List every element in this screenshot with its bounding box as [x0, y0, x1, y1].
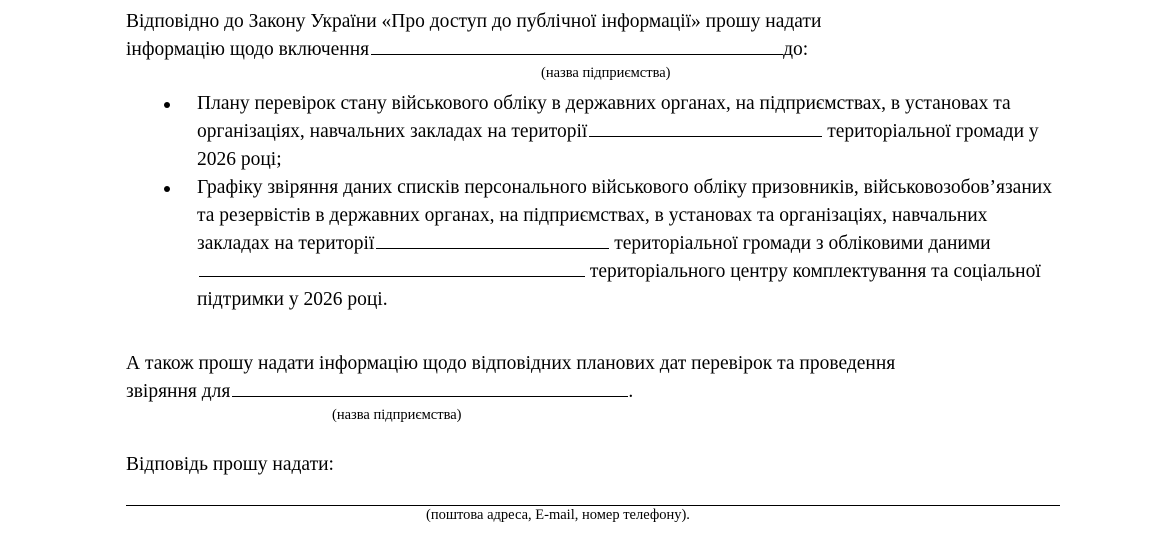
- bullet-dot-icon: [164, 90, 172, 118]
- company-name-caption-1: (назва підприємства): [541, 65, 671, 81]
- bullet-1-text-part-2: територіальної громади у 2026 році;: [197, 121, 1039, 170]
- list-item: [126, 90, 1060, 174]
- company-name-blank-2[interactable]: [232, 378, 628, 397]
- intro-line-2-text-after: до:: [783, 39, 809, 60]
- bullet-2-text-part-3: територіального центру комплектування та соціальної підтримки у 2026 році.: [197, 261, 1041, 310]
- territory-blank-1[interactable]: [589, 118, 822, 137]
- also-paragraph: [126, 350, 1060, 425]
- bullet-dot-icon: [164, 174, 172, 202]
- company-name-blank-1[interactable]: [371, 36, 783, 55]
- also-line-1: А також прошу надати інформацію щодо відповідних планових дат перевірок та проведення: [126, 353, 896, 374]
- also-line-2-text-before: звіряння для: [126, 381, 231, 402]
- intro-line-2-text-before: інформацію щодо включення: [126, 39, 370, 60]
- also-line-2: [126, 378, 1060, 406]
- intro-line-2: [126, 36, 1060, 64]
- bullet-2-text-part-2: територіальної громади з обліковими даними: [614, 233, 991, 254]
- contact-details-caption: (поштова адреса, E-mail, номер телефону).: [426, 507, 690, 523]
- intro-paragraph: [126, 8, 1060, 83]
- reply-heading: Відповідь прошу надати:: [126, 454, 334, 475]
- territory-blank-2[interactable]: [376, 230, 609, 249]
- bullet-2-text-part-1: Графіку звіряння даних списків персонального військового обліку призовників, військовозобов’язаних та резервістів в державних органах, на підприємствах, в установах та організаціях, навчальних закладах на території: [197, 177, 1052, 254]
- recruitment-center-blank[interactable]: [199, 258, 585, 277]
- reply-block: [126, 451, 1060, 525]
- intro-line-1: Відповідно до Закону України «Про доступ до публічної інформації» прошу надати: [126, 11, 822, 32]
- request-list: [126, 90, 1060, 314]
- spacer-after-list: [126, 314, 1060, 350]
- spacer-after-intro: [126, 83, 1060, 90]
- spacer-before-reply: [126, 425, 1060, 451]
- spacer-before-reply-rule: [126, 479, 1060, 505]
- company-name-caption-2: (назва підприємства): [332, 407, 462, 423]
- list-item: [126, 174, 1060, 314]
- bullet-1-text-part-1: Плану перевірок стану військового обліку в державних органах, на підприємствах, в установах та організаціях, навчальних закладах на території: [197, 93, 1011, 142]
- also-line-2-text-after: .: [628, 381, 634, 402]
